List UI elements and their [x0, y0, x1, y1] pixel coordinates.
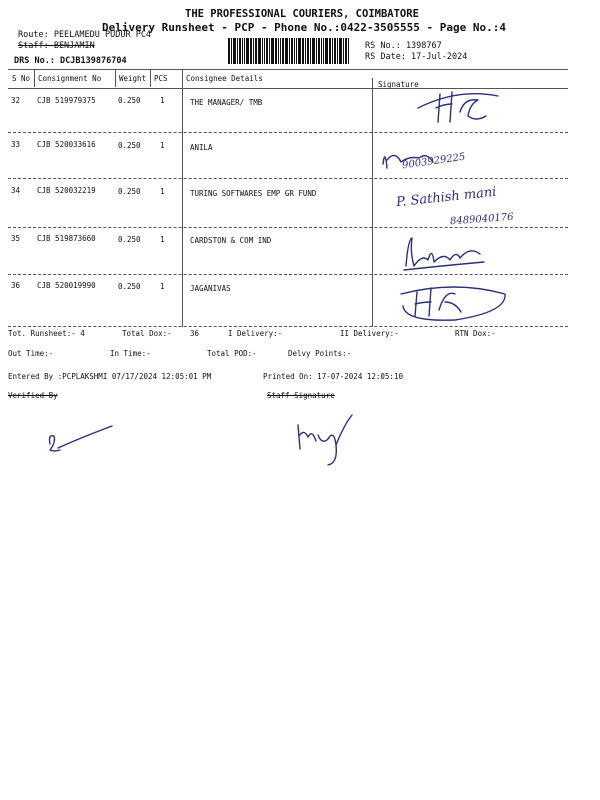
row-pcs: 1 [160, 187, 165, 196]
signature-row-36 [395, 276, 525, 326]
col-weight: Weight [119, 74, 147, 83]
row-pcs: 1 [160, 282, 165, 291]
row-weight: 0.250 [118, 235, 141, 244]
entered-by: Entered By :PCPLAKSHMI 07/17/2024 12:05:01 PM [8, 372, 212, 381]
signature-row-35 [400, 232, 510, 277]
runsheet-subtitle: Delivery Runsheet - PCP - Phone No.:0422-3505555 - Page No.:4 [102, 21, 506, 34]
row-pcs: 1 [160, 235, 165, 244]
route-label: Route: PEELAMEDU PUDUR PC4 [18, 30, 152, 40]
barcode [228, 38, 360, 64]
verified-by-signature [40, 420, 120, 465]
col-signature: Signature [378, 80, 419, 89]
row-sno: 34 [11, 186, 21, 195]
row-weight: 0.250 [118, 282, 141, 291]
row-pcs: 1 [160, 96, 165, 105]
total-dox-value: 36 [190, 329, 200, 338]
row-consignee: CARDSTON & COM IND [190, 236, 272, 245]
row-sno: 33 [11, 140, 21, 149]
i-delivery-label: I Delivery:- [228, 329, 283, 338]
company-title: THE PROFESSIONAL COURIERS, COIMBATORE [185, 8, 419, 20]
row-consignment: CJB 520019990 [37, 281, 96, 290]
row-sno: 36 [11, 281, 21, 290]
rs-number: RS No.: 1398767 [365, 41, 442, 51]
col-consignee: Consignee Details [186, 74, 263, 83]
row-consignee: ANILA [190, 143, 213, 152]
drs-number: DRS No.: DCJB139876704 [14, 56, 127, 66]
col-sno: S No [12, 74, 31, 83]
signature-row-32 [378, 82, 558, 142]
ii-delivery-label: II Delivery:- [340, 329, 399, 338]
rs-date: RS Date: 17-Jul-2024 [365, 52, 468, 62]
handwritten-number-33: 9003929225 [401, 151, 467, 172]
row-weight: 0.250 [118, 141, 141, 150]
row-weight: 0.250 [118, 187, 141, 196]
verified-by-label: Verified By [8, 391, 58, 400]
out-time-label: Out Time:- [8, 349, 54, 358]
total-dox-label: Total Dox:- [122, 329, 172, 338]
row-sno: 32 [11, 96, 21, 105]
handwritten-name-34: P. Sathish mani [395, 184, 498, 211]
col-pcs: PCS [154, 74, 168, 83]
handwritten-number-34: 8489040176 [449, 211, 514, 228]
in-time-label: In Time:- [110, 349, 151, 358]
col-consignment: Consignment No [38, 74, 102, 83]
rtn-dox-label: RTN Dox:- [455, 329, 496, 338]
row-pcs: 1 [160, 141, 165, 150]
total-runsheet: Tot. Runsheet:- 4 [8, 329, 85, 338]
staff-label: Staff: BENJAMIN [18, 41, 95, 51]
row-weight: 0.250 [118, 96, 141, 105]
staff-signature [292, 405, 362, 470]
row-sno: 35 [11, 234, 21, 243]
printed-on: Printed On: 17-07-2024 12:05:10 [263, 372, 403, 381]
row-consignee: JAGANIVAS [190, 284, 231, 293]
row-consignment: CJB 519979375 [37, 96, 96, 105]
row-consignee: THE MANAGER/ TMB [190, 98, 263, 107]
row-consignment: CJB 520033616 [37, 140, 96, 149]
staff-signature-label: Staff Signature [267, 391, 335, 400]
row-consignment: CJB 519873660 [37, 234, 96, 243]
total-pod-label: Total POD:- [207, 349, 257, 358]
row-consignment: CJB 520032219 [37, 186, 96, 195]
delvy-points-label: Delvy Points:- [288, 349, 352, 358]
row-consignee: TURING SOFTWARES EMP GR FUND [190, 189, 317, 198]
